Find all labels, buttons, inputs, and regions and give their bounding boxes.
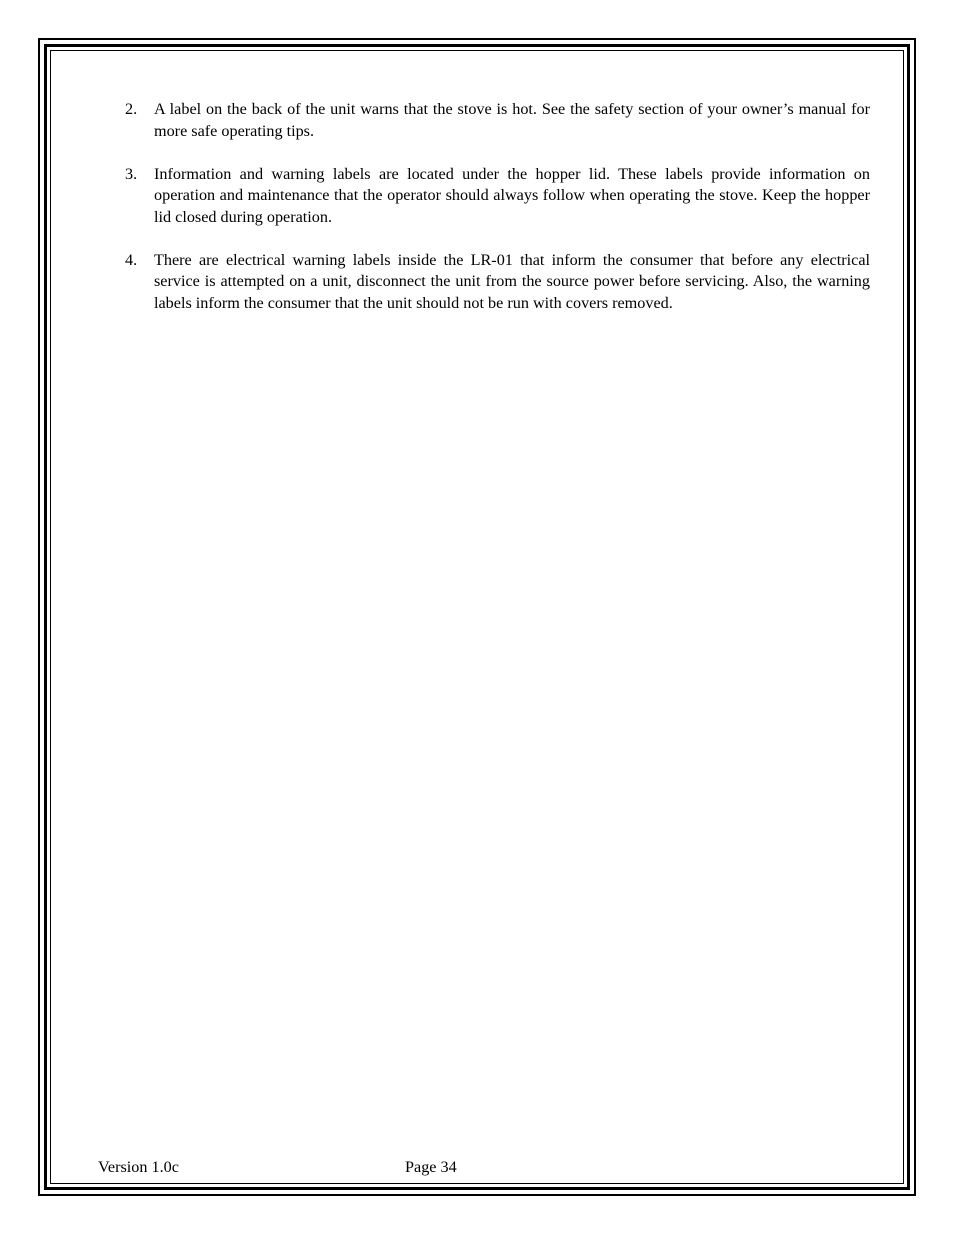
- list-item-number: 2.: [125, 100, 138, 118]
- list-item: [120, 99, 870, 142]
- list-item-text: A label on the back of the unit warns that the stove is hot. See the safety section of your owner’s manual for more safe operating tips.: [154, 100, 870, 140]
- numbered-list: [120, 99, 870, 336]
- list-item-text: There are electrical warning labels inside the LR-01 that inform the consumer that before any electrical service is attempted on a unit, disconnect the unit from the source power before servicing. Also, the warning labels inform the consumer that the unit should not be run with covers removed.: [154, 250, 870, 312]
- list-item-text: Information and warning labels are located under the hopper lid. These labels provide information on operation and maintenance that the operator should always follow when operating the stove. Keep the hopper lid closed during operation.: [154, 164, 870, 226]
- list-item: [120, 164, 870, 229]
- footer-page-number: Page 34: [405, 1158, 457, 1176]
- list-item-number: 3.: [125, 164, 138, 183]
- list-item-number: 4.: [125, 250, 138, 269]
- list-item: [120, 250, 870, 315]
- footer-version: Version 1.0c: [98, 1158, 179, 1176]
